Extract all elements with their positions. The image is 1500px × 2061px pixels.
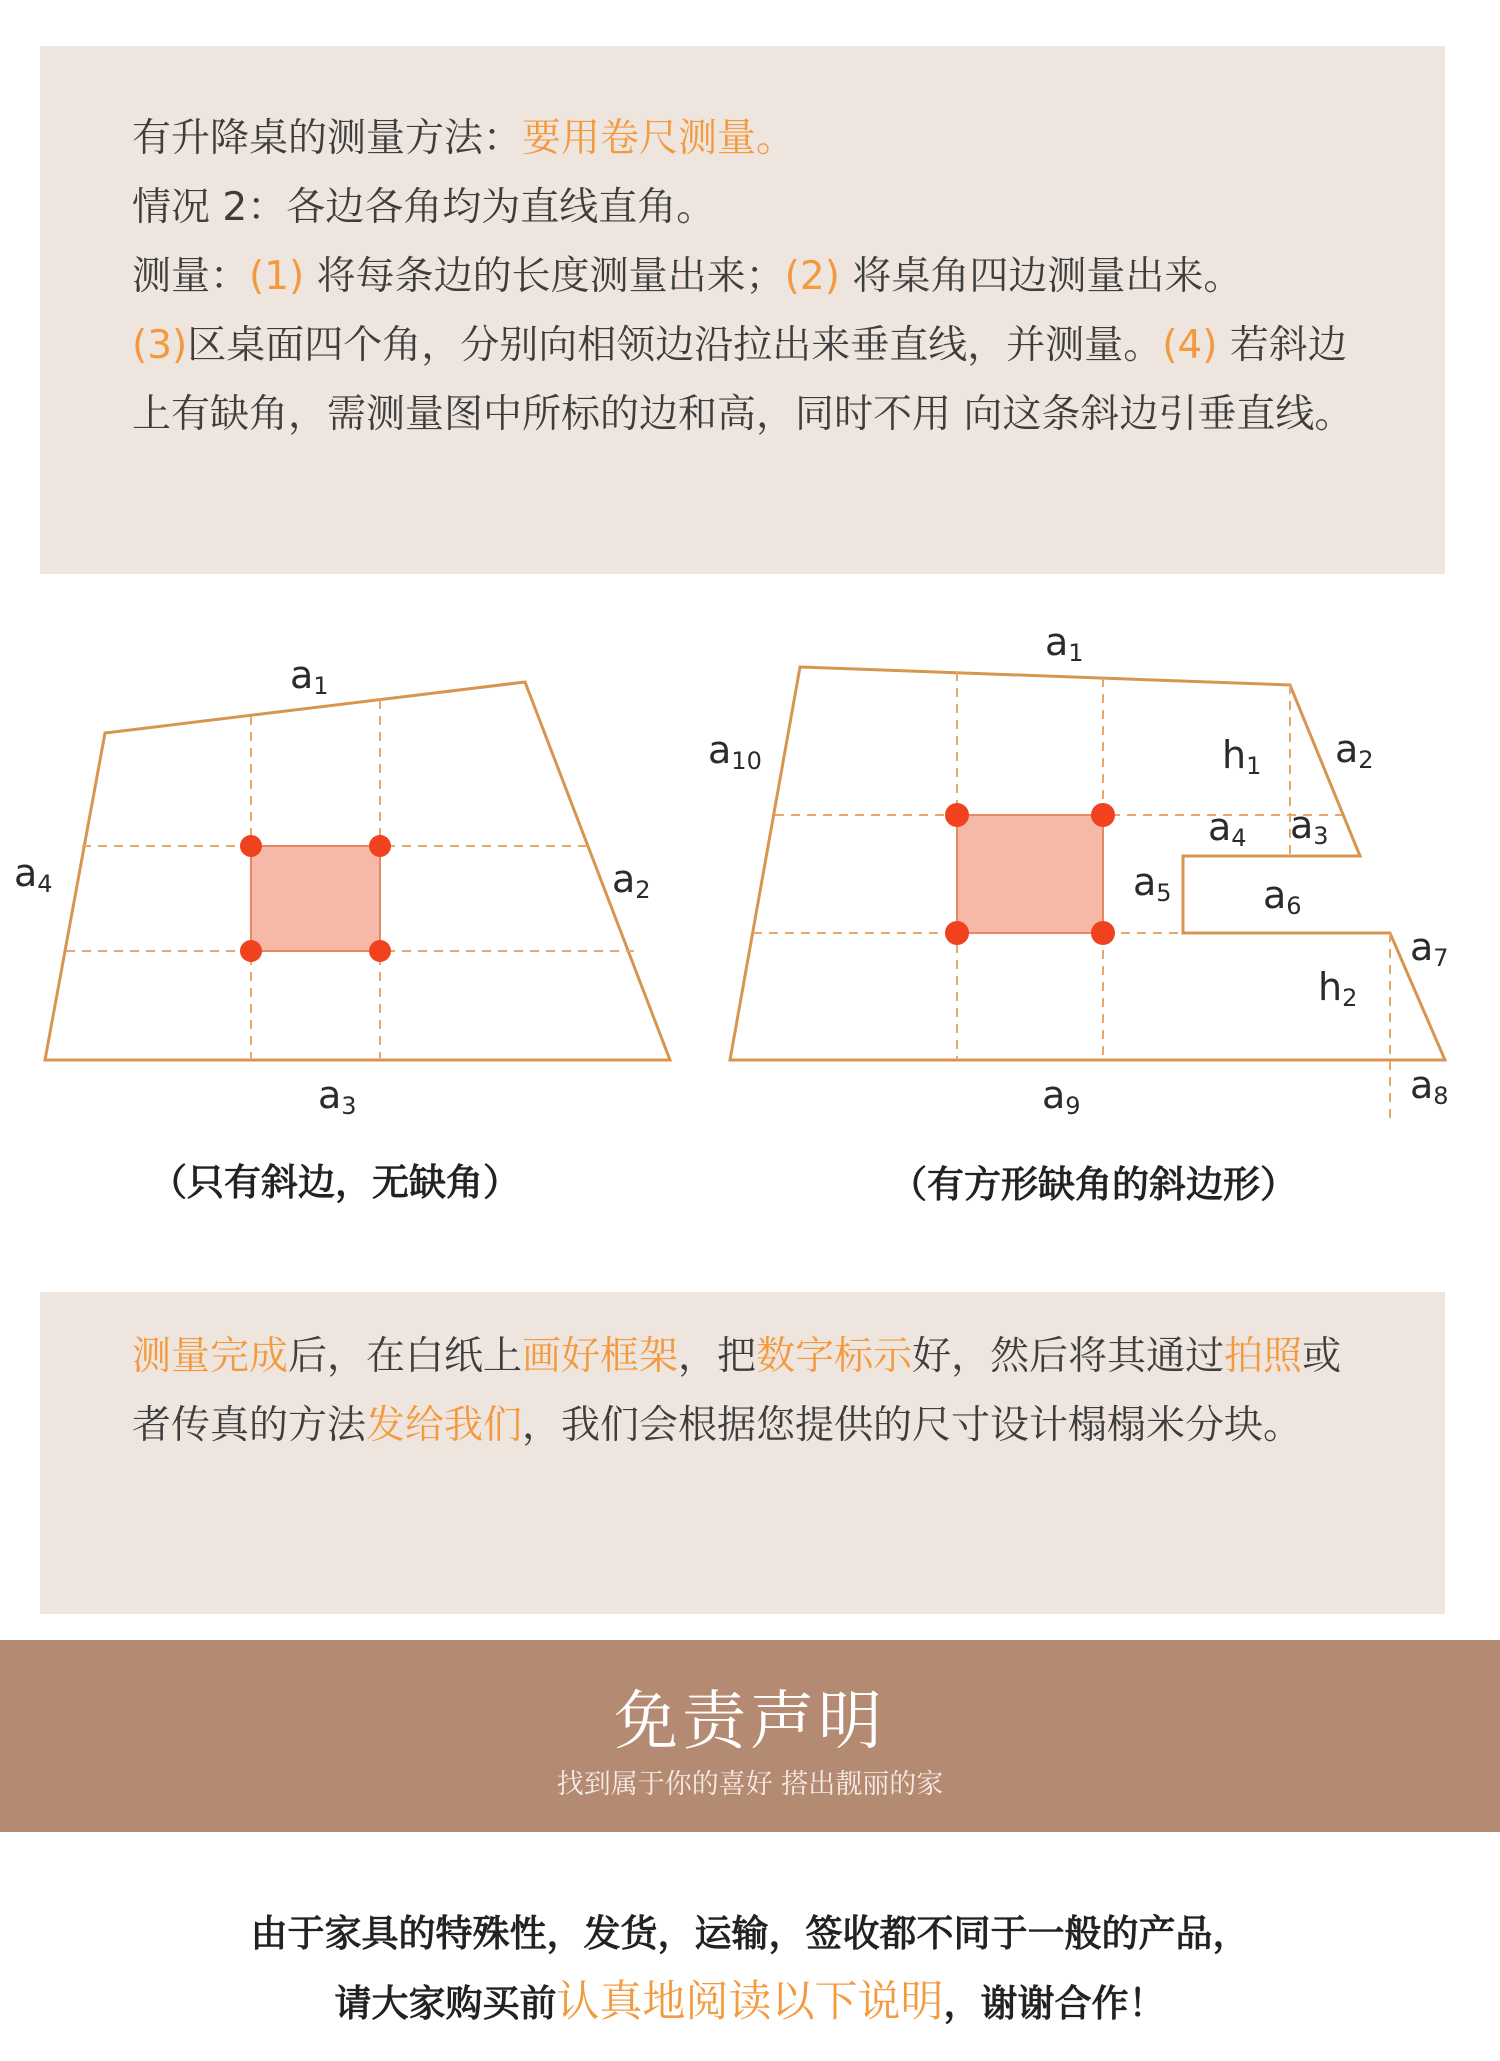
- right-label-a4: a4: [1208, 805, 1247, 852]
- left-corner-marker: [369, 940, 391, 962]
- measurement-diagrams: [0, 590, 1500, 1250]
- right-corner-marker: [1091, 803, 1115, 827]
- right-label-h2: h2: [1318, 965, 1358, 1012]
- step-2-text: 将桌角四边测量出来。: [839, 254, 1243, 299]
- intro-line-3: [132, 242, 1372, 311]
- right-label-a1: a1: [1045, 620, 1084, 667]
- left-label-a3: a3: [318, 1073, 357, 1120]
- left-corner-marker: [240, 835, 262, 857]
- instruction-part: 画好框架: [522, 1334, 679, 1379]
- right-diagram: [708, 620, 1449, 1206]
- step-3-number: (3): [132, 323, 188, 368]
- diagrams-svg: [0, 590, 1500, 1250]
- notice-line-2-suffix: ，谢谢合作！: [943, 1982, 1166, 2025]
- right-label-a3: a3: [1290, 803, 1329, 850]
- left-diagram: [14, 653, 670, 1204]
- instruction-part: 或者传真的方法: [132, 1334, 1342, 1448]
- right-label-a9: a9: [1042, 1073, 1081, 1120]
- right-corner-marker: [945, 803, 969, 827]
- right-corner-marker: [1091, 921, 1115, 945]
- step-3-text: 区桌面四个角，分别向相领边沿拉出来垂直线，并测量。: [187, 323, 1163, 368]
- step-2-number: (2): [784, 254, 840, 299]
- notice-line-2: [0, 1968, 1500, 2038]
- intro-line-1-highlight: 要用卷尺测量。: [522, 116, 796, 161]
- submission-instructions-text: [132, 1322, 1372, 1460]
- right-label-a8: a8: [1410, 1063, 1449, 1110]
- measurement-intro-text: [132, 104, 1372, 449]
- right-label-a10: a10: [708, 728, 762, 775]
- purchase-notice: [0, 1900, 1500, 2038]
- right-label-a2: a2: [1335, 727, 1374, 774]
- right-corner-marker: [945, 921, 969, 945]
- submission-instructions-panel: [40, 1292, 1445, 1614]
- intro-line-4: [132, 311, 1372, 449]
- intro-line-1-text: 有升降桌的测量方法：: [132, 116, 523, 161]
- instruction-part: 好，然后将其通过: [912, 1334, 1225, 1379]
- left-corner-square: [251, 846, 380, 951]
- disclaimer-banner: [0, 1640, 1500, 1832]
- left-label-a2: a2: [612, 857, 651, 904]
- left-corner-marker: [369, 835, 391, 857]
- step-1-number: (1): [249, 254, 305, 299]
- right-label-a7: a7: [1410, 925, 1449, 972]
- step-4-text: 若斜边上有缺角，需测量图中所标的边和高，同时不用 向这条斜边引垂直线。: [132, 323, 1354, 437]
- right-label-a5: a5: [1133, 860, 1172, 907]
- instruction-part: 后，在白纸上: [288, 1334, 523, 1379]
- right-diagram-caption: （有方形缺角的斜边形）: [890, 1163, 1297, 1206]
- right-corner-square: [957, 815, 1103, 933]
- intro-line-1: [132, 104, 1372, 173]
- left-diagram-caption: （只有斜边，无缺角）: [150, 1161, 520, 1204]
- instruction-part: 发给我们: [366, 1403, 523, 1448]
- measurement-intro-panel: [40, 46, 1445, 574]
- right-label-h1: h1: [1222, 733, 1262, 780]
- intro-line-2: 情况 2：各边各角均为直线直角。: [132, 185, 716, 230]
- step-4-number: (4): [1162, 323, 1218, 368]
- left-label-a4: a4: [14, 851, 53, 898]
- intro-line-3-prefix: 测量：: [132, 254, 250, 299]
- notice-line-2-prefix: 请大家购买前: [334, 1982, 557, 2025]
- right-label-a6: a6: [1263, 873, 1302, 920]
- left-corner-marker: [240, 940, 262, 962]
- step-1-text: 将每条边的长度测量出来；: [304, 254, 785, 299]
- instruction-part: 数字标示: [756, 1334, 913, 1379]
- notice-line-1: 由于家具的特殊性，发货，运输，签收都不同于一般的产品，: [250, 1912, 1250, 1955]
- instruction-part: ，我们会根据您提供的尺寸设计榻榻米分块。: [522, 1403, 1303, 1448]
- left-label-a1: a1: [290, 653, 329, 700]
- disclaimer-title: 免责声明: [614, 1685, 886, 1759]
- instruction-part: ，把: [678, 1334, 757, 1379]
- disclaimer-subtitle: 找到属于你的喜好 搭出靓丽的家: [556, 1769, 944, 1800]
- instruction-part: 拍照: [1224, 1334, 1303, 1379]
- notice-line-2-highlight: 认真地阅读以下说明: [556, 1977, 944, 2027]
- instruction-part: 测量完成: [132, 1334, 289, 1379]
